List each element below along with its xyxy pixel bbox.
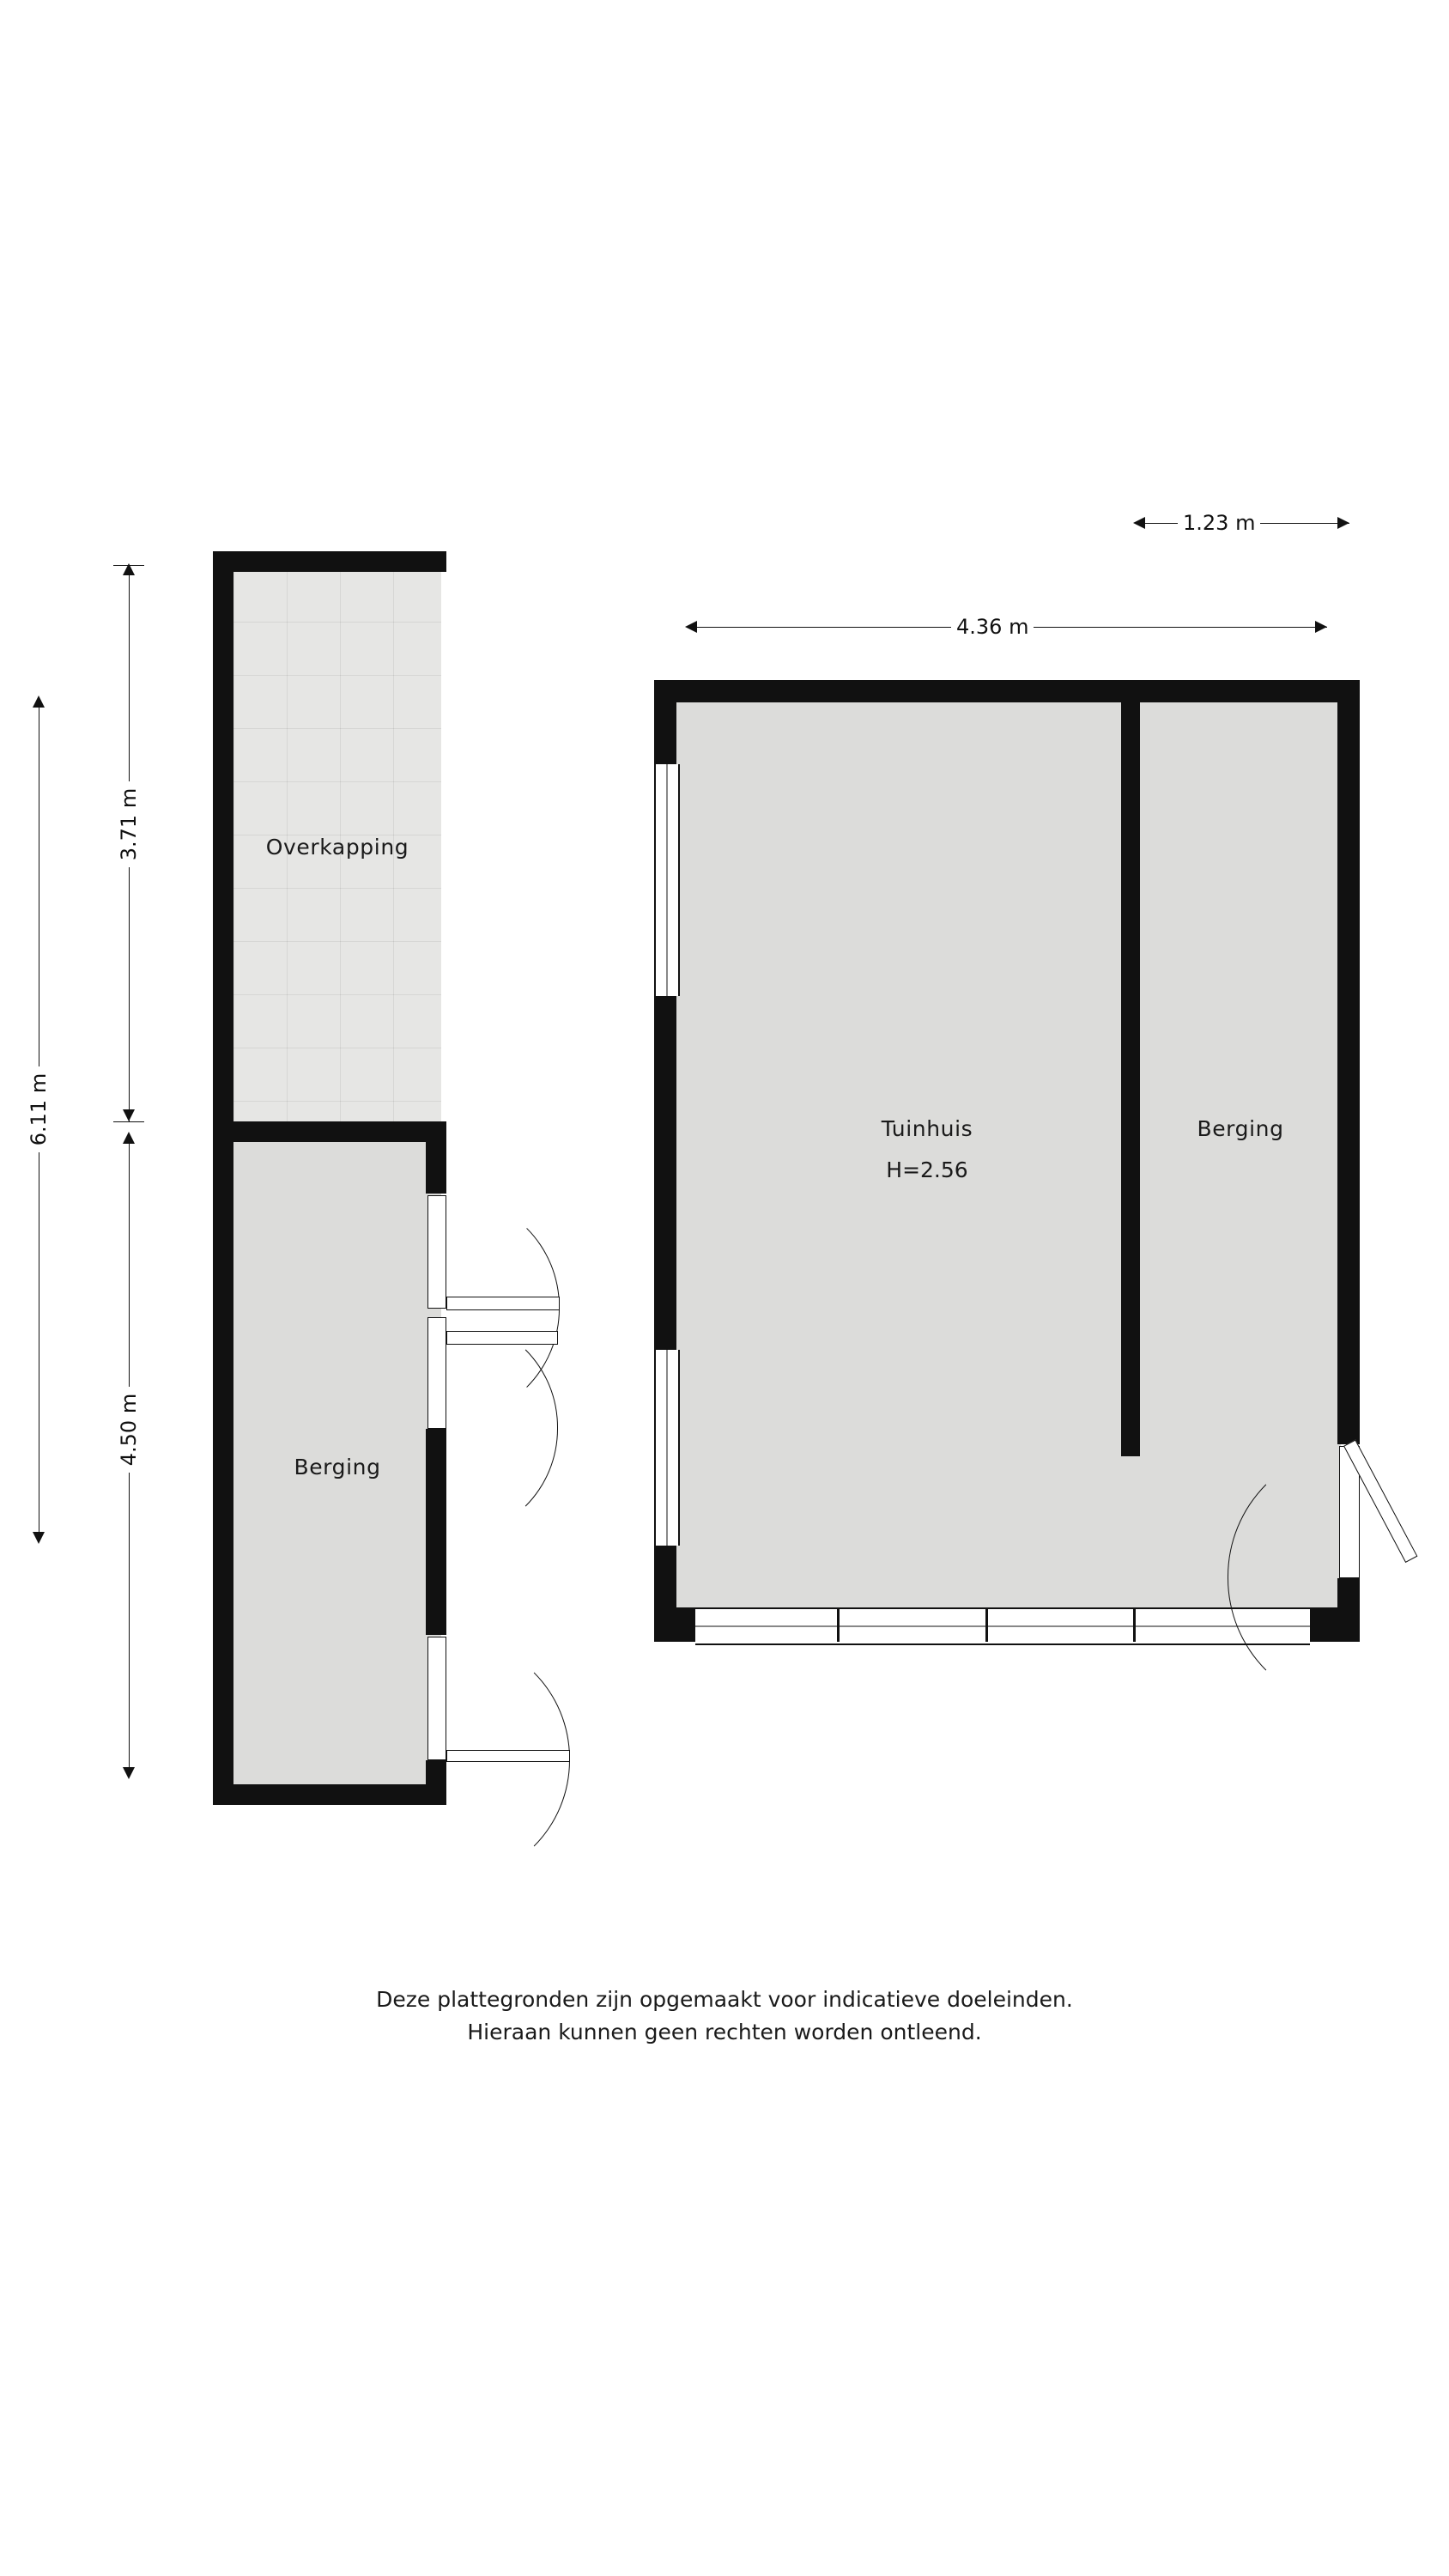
left-wall-east-upper	[426, 551, 446, 572]
dim-tuinhuis-width-arrow-right	[1315, 621, 1327, 633]
left-wall-east-seg3	[426, 1760, 446, 1805]
south-window-mullion-1	[837, 1607, 840, 1642]
tuinhuis-label: Tuinhuis	[881, 1116, 973, 1141]
disclaimer-line-1: Deze plattegronden zijn opgemaakt voor indicatieve doeleinden.	[376, 1987, 1073, 2012]
right-wall-north	[654, 680, 1360, 702]
dim-overkapping-tick-bottom	[113, 1121, 144, 1122]
left-berging-label: Berging	[294, 1455, 381, 1479]
dim-overkapping-label: 3.71 m	[112, 781, 146, 867]
dim-overkapping-tick-top	[113, 565, 144, 566]
left-berging-door-leaf-bottom[interactable]	[427, 1637, 446, 1760]
right-berging-label: Berging	[1197, 1116, 1284, 1141]
dim-right-berging-width-arrow-left	[1133, 517, 1145, 529]
right-wall-west-seg1	[654, 680, 676, 764]
dim-overkapping-arrow-bottom	[123, 1109, 135, 1121]
right-wall-west-seg2	[654, 996, 676, 1350]
dim-total-height-arrow-top	[33, 696, 45, 708]
left-wall-divider	[213, 1121, 446, 1142]
dim-tuinhuis-width-label: 4.36 m	[951, 615, 1034, 639]
dim-total-height-label: 6.11 m	[21, 1066, 56, 1152]
left-wall-south	[213, 1784, 446, 1805]
disclaimer	[0, 1984, 1449, 2049]
west-window-lower[interactable]	[654, 1350, 680, 1546]
right-wall-east	[1337, 680, 1360, 1444]
dim-total-height-arrow-bottom	[33, 1532, 45, 1544]
left-door-open-leaf-lower	[446, 1331, 558, 1345]
tuinhuis-height-label: H=2.56	[886, 1157, 968, 1182]
dim-left-berging-arrow-bottom	[123, 1767, 135, 1779]
west-window-upper[interactable]	[654, 764, 680, 996]
right-wall-partition	[1121, 701, 1140, 1456]
right-wall-west-seg3	[654, 1546, 676, 1642]
disclaimer-line-2: Hieraan kunnen geen rechten worden ontleend.	[467, 2020, 982, 2044]
dim-tuinhuis-width-arrow-left	[685, 621, 697, 633]
left-wall-west	[213, 551, 233, 1805]
overkapping-label: Overkapping	[265, 835, 409, 860]
left-wall-north	[213, 551, 446, 572]
dim-right-berging-width-arrow-right	[1337, 517, 1349, 529]
dim-left-berging-arrow-top	[123, 1132, 135, 1144]
dim-left-berging-label: 4.50 m	[112, 1387, 146, 1473]
south-window-band[interactable]	[695, 1607, 1310, 1645]
left-berging-door-leaf-lower[interactable]	[427, 1317, 446, 1429]
south-window-mullion-2	[985, 1607, 988, 1642]
left-berging-door-leaf-upper[interactable]	[427, 1195, 446, 1309]
left-door-open-leaf-upper	[446, 1297, 560, 1310]
left-wall-east-seg1	[426, 1121, 446, 1194]
dim-right-berging-width-label: 1.23 m	[1178, 511, 1260, 535]
left-door-open-leaf-bottom	[446, 1750, 570, 1762]
south-window-mullion-3	[1133, 1607, 1136, 1642]
